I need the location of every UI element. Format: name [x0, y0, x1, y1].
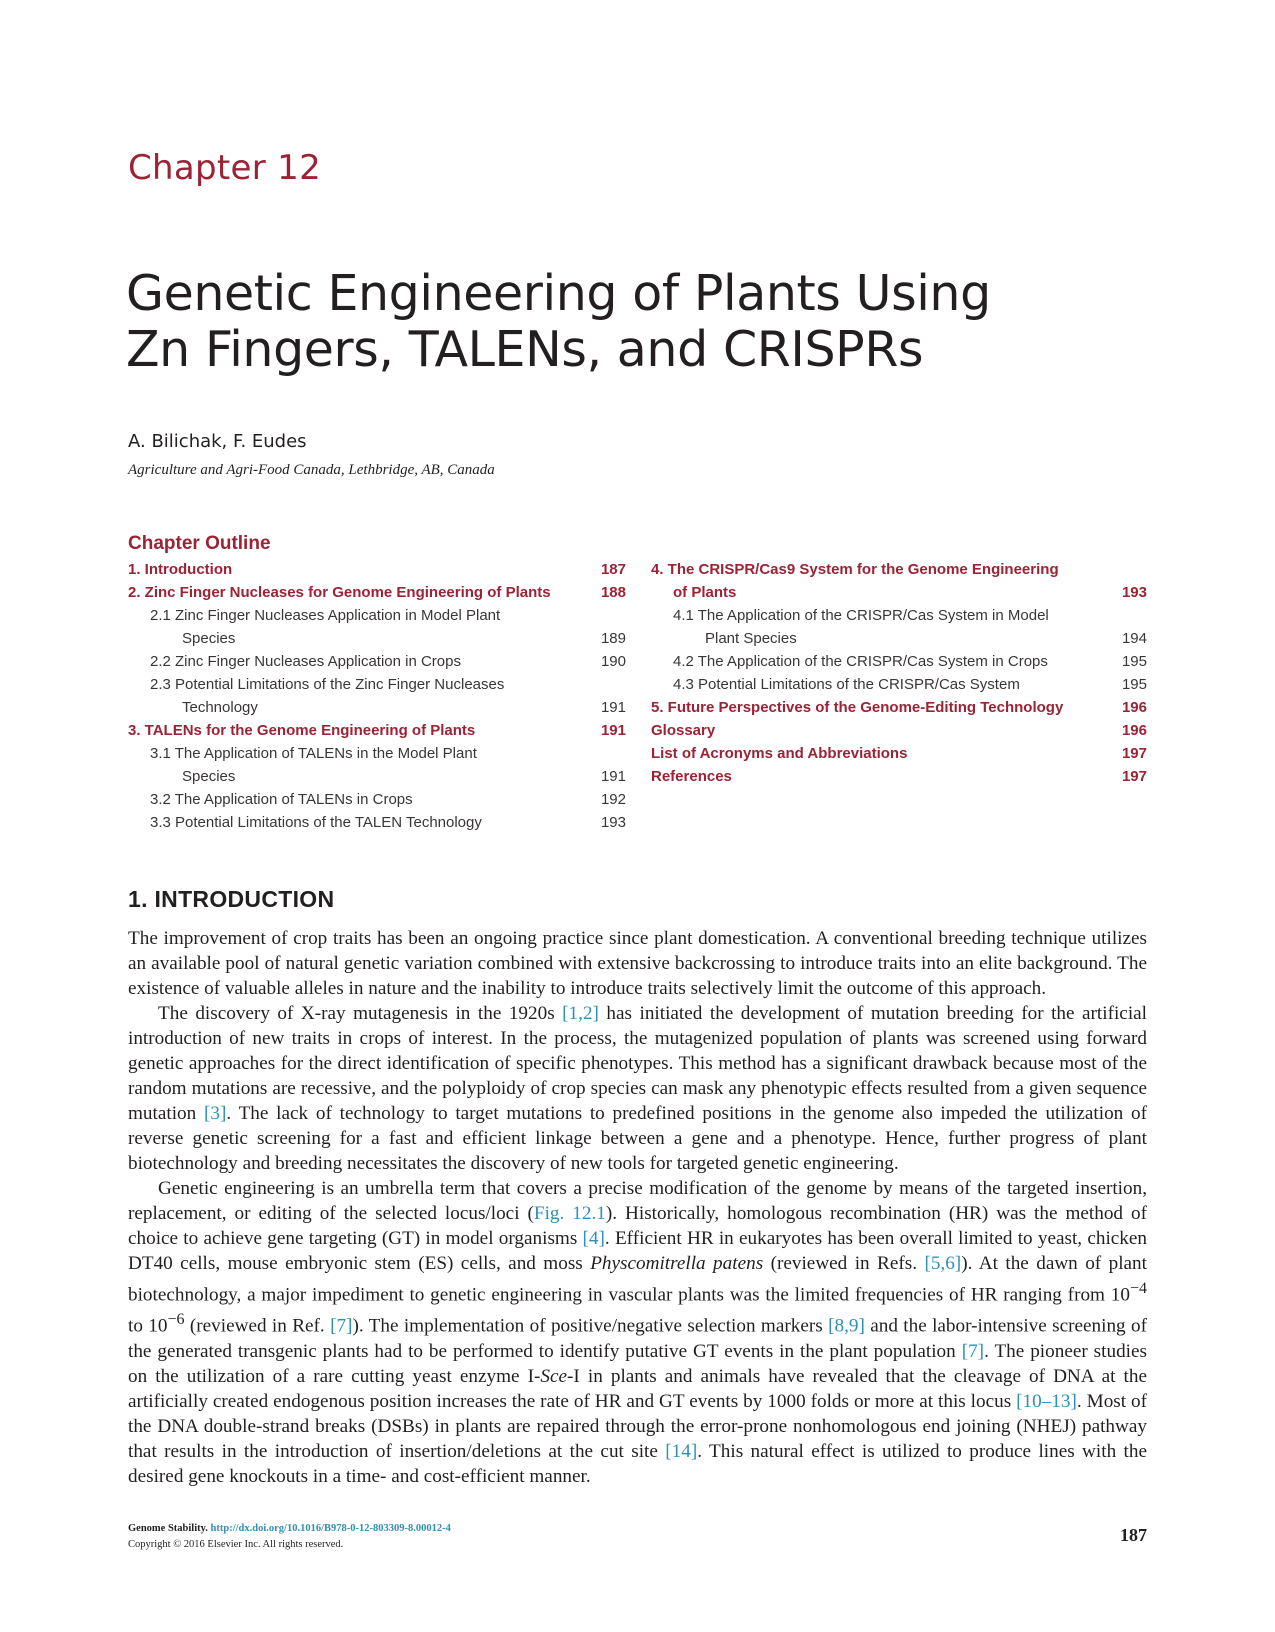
- toc-entry[interactable]: [651, 581, 1147, 604]
- paragraph: [128, 1001, 1147, 1176]
- toc-entry-page: 193: [600, 814, 626, 831]
- text-run: to 10: [128, 1315, 168, 1337]
- toc-entry-page: 190: [600, 653, 626, 670]
- exponent: −6: [167, 1311, 185, 1329]
- outline-left-column: [128, 558, 626, 834]
- toc-entry-page: 195: [1121, 653, 1147, 670]
- toc-entry[interactable]: [128, 719, 626, 742]
- toc-entry-text: 4. The CRISPR/Cas9 System for the Genome Engineering: [651, 561, 1059, 578]
- toc-entry-page: 191: [600, 768, 626, 785]
- page-number: 187: [1120, 1525, 1147, 1545]
- toc-entry-text: of Plants: [673, 584, 737, 601]
- toc-entry-text: List of Acronyms and Abbreviations: [651, 745, 908, 762]
- journal-name: Genome Stability.: [128, 1523, 208, 1534]
- toc-entry[interactable]: [128, 581, 626, 604]
- paragraph: [128, 1176, 1147, 1489]
- toc-entry-page: 188: [600, 584, 626, 601]
- citation-link[interactable]: [14]: [665, 1440, 698, 1462]
- toc-entry-text: 1. Introduction: [128, 561, 233, 578]
- section-heading-introduction: 1. INTRODUCTION: [128, 886, 335, 912]
- text-run: . Most of the DNA double-strand breaks (DSBs) in plants are repaired through the error-prone nonhomologous end joining (NHEJ) pathway that results in the introduction of insertion/deletions at the cut site: [128, 1390, 1148, 1462]
- citation-link[interactable]: [4]: [582, 1228, 605, 1249]
- toc-entry-page: 194: [1121, 630, 1147, 647]
- toc-entry-text: Species: [182, 630, 236, 647]
- toc-entry-text: Glossary: [651, 722, 716, 739]
- citation-link[interactable]: [10–13]: [1016, 1390, 1077, 1412]
- toc-entry-text: 3.2 The Application of TALENs in Crops: [150, 791, 413, 808]
- toc-entry[interactable]: [651, 719, 1147, 742]
- citation-link[interactable]: [3]: [203, 1103, 227, 1124]
- toc-entry-text: Species: [182, 768, 236, 785]
- chapter-title-line-1: Genetic Engineering of Plants Using: [126, 265, 991, 322]
- toc-entry-text: References: [651, 768, 732, 785]
- toc-entry-page: 196: [1121, 699, 1147, 716]
- toc-entry-page: 191: [600, 699, 626, 716]
- text-run: . This natural effect is utilized to produce lines with the desired gene knockouts in a time- and cost-efficient manner.: [128, 1440, 1147, 1487]
- citation-link[interactable]: [8,9]: [828, 1315, 865, 1337]
- text-run: (reviewed in Refs.: [763, 1253, 925, 1274]
- figure-link[interactable]: Fig. 12.1: [533, 1203, 606, 1224]
- toc-entry[interactable]: [128, 696, 626, 719]
- chapter-label: Chapter 12: [128, 148, 322, 188]
- text-run: ). Historically, homologous recombination (HR) was the method of choice to achieve gene targeting (GT) in model organisms: [128, 1203, 1147, 1249]
- text-run: has initiated the development of mutation breeding for the artificial introduction of new traits in crops of interest. In the process, the mutagenized population of plants was screened using forward genetic approaches for the direct identification of specific phenotypes. This method has a significant drawback because most of the random mutations are recessive, and the polyploidy of crop species can mask any phenotypic effects resulted from a given sequence mutation: [128, 1003, 1147, 1124]
- toc-entry-text: 3. TALENs for the Genome Engineering of Plants: [128, 722, 476, 739]
- toc-entry[interactable]: [651, 558, 1147, 581]
- text-run: -I in plants and animals have revealed that the cleavage of DNA at the artificially created endogenous position increases the rate of HR and GT events by 1000 folds or more at this locus: [128, 1365, 1147, 1412]
- footer-journal: [128, 1523, 451, 1534]
- toc-entry[interactable]: [651, 765, 1147, 788]
- citation-link[interactable]: [5,6]: [924, 1253, 962, 1274]
- toc-entry[interactable]: [128, 650, 626, 673]
- chapter-outline-heading: Chapter Outline: [128, 533, 271, 554]
- text-run: . The lack of technology to target mutations to predefined positions in the genome also impeded the utilization of reverse genetic screening for a fast and efficient linkage between a gene and a phenotype. Hence, further progress of plant biotechnology and breeding necessitates the discovery of new tools for targeted genetic engineering.: [128, 1103, 1148, 1174]
- enzyme-name: Sce: [540, 1365, 568, 1387]
- species-name: Physcomitrella patens: [590, 1253, 764, 1274]
- toc-entry-text: 4.2 The Application of the CRISPR/Cas System in Crops: [673, 653, 1048, 670]
- toc-entry-text: 2. Zinc Finger Nucleases for Genome Engineering of Plants: [128, 584, 551, 601]
- toc-entry[interactable]: [651, 696, 1147, 719]
- toc-entry[interactable]: [651, 650, 1147, 673]
- authors: A. Bilichak, F. Eudes: [128, 431, 307, 452]
- chapter-title-line-2: Zn Fingers, TALENs, and CRISPRs: [126, 321, 924, 378]
- toc-entry[interactable]: [128, 558, 626, 581]
- toc-entry-text: 2.3 Potential Limitations of the Zinc Finger Nucleases: [150, 676, 505, 693]
- toc-entry[interactable]: [128, 673, 626, 696]
- exponent: −4: [1129, 1280, 1147, 1297]
- chapter-title: [126, 266, 1146, 378]
- toc-entry-page: 197: [1121, 768, 1147, 785]
- toc-entry-page: 196: [1121, 722, 1147, 739]
- introduction-body: [128, 926, 1147, 1489]
- toc-entry-text: 5. Future Perspectives of the Genome-Editing Technology: [651, 699, 1064, 716]
- toc-entry[interactable]: [128, 765, 626, 788]
- affiliation: Agriculture and Agri-Food Canada, Lethbridge, AB, Canada: [128, 462, 495, 478]
- toc-entry[interactable]: [651, 627, 1147, 650]
- toc-entry-text: 3.1 The Application of TALENs in the Model Plant: [150, 745, 477, 762]
- citation-link[interactable]: [1,2]: [562, 1003, 599, 1024]
- citation-link[interactable]: [7]: [961, 1340, 985, 1362]
- toc-entry-page: 187: [600, 561, 626, 578]
- text-run: ). The implementation of positive/negative selection markers: [352, 1315, 829, 1337]
- text-run: (reviewed in Ref.: [184, 1315, 331, 1337]
- toc-entry[interactable]: [651, 604, 1147, 627]
- toc-entry[interactable]: [128, 811, 626, 834]
- paragraph: The improvement of crop traits has been an ongoing practice since plant domestication. A conventional breeding technique utilizes an available pool of natural genetic variation combined with extensive backcrossing to introduce traits into an elite background. The existence of valuable alleles in nature and the inability to introduce traits selectively limit the outcome of this approach.: [128, 928, 1147, 999]
- citation-link[interactable]: [7]: [330, 1315, 353, 1337]
- toc-entry-text: 4.3 Potential Limitations of the CRISPR/Cas System: [673, 676, 1020, 693]
- toc-entry[interactable]: [128, 627, 626, 650]
- toc-entry[interactable]: [651, 673, 1147, 696]
- toc-entry-page: 192: [600, 791, 626, 808]
- text-run: and the labor-intensive screening of the generated transgenic plants had to be performed to identify putative GT events in the plant population: [128, 1315, 1147, 1362]
- toc-entry-text: Technology: [182, 699, 258, 716]
- toc-entry[interactable]: [651, 742, 1147, 765]
- toc-entry[interactable]: [128, 604, 626, 627]
- text-run: . The pioneer studies on the utilization of a rare cutting yeast enzyme I-: [128, 1340, 1147, 1387]
- footer-copyright: Copyright © 2016 Elsevier Inc. All rights reserved.: [128, 1539, 344, 1550]
- toc-entry-text: 3.3 Potential Limitations of the TALEN Technology: [150, 814, 482, 831]
- doi-link[interactable]: http://dx.doi.org/10.1016/B978-0-12-803309-8.00012-4: [210, 1523, 451, 1534]
- toc-entry-text: 2.1 Zinc Finger Nucleases Application in Model Plant: [150, 607, 501, 624]
- toc-entry-page: 191: [600, 722, 626, 739]
- text-run: . Efficient HR in eukaryotes has been overall limited to yeast, chicken DT40 cells, mouse embryonic stem (ES) cells, and moss: [128, 1228, 1148, 1274]
- toc-entry-page: 189: [600, 630, 626, 647]
- toc-entry-page: 195: [1121, 676, 1147, 693]
- toc-entry[interactable]: [128, 788, 626, 811]
- text-run: ). At the dawn of plant biotechnology, a major impediment to genetic engineering in vascular plants was the limited frequencies of HR ranging from 10: [128, 1253, 1147, 1306]
- text-run: Genetic engineering is an umbrella term that covers a precise modification of the genome by means of the targeted insertion, replacement, or editing of the selected locus/loci (: [128, 1178, 1147, 1224]
- toc-entry-page: 193: [1121, 584, 1147, 601]
- toc-entry-text: Plant Species: [705, 630, 797, 647]
- toc-entry-text: 2.2 Zinc Finger Nucleases Application in Crops: [150, 653, 461, 670]
- toc-entry[interactable]: [128, 742, 626, 765]
- outline-right-column: [651, 558, 1147, 788]
- toc-entry-page: 197: [1121, 745, 1147, 762]
- text-run: The discovery of X-ray mutagenesis in the 1920s: [158, 1003, 563, 1024]
- toc-entry-text: 4.1 The Application of the CRISPR/Cas System in Model: [673, 607, 1049, 624]
